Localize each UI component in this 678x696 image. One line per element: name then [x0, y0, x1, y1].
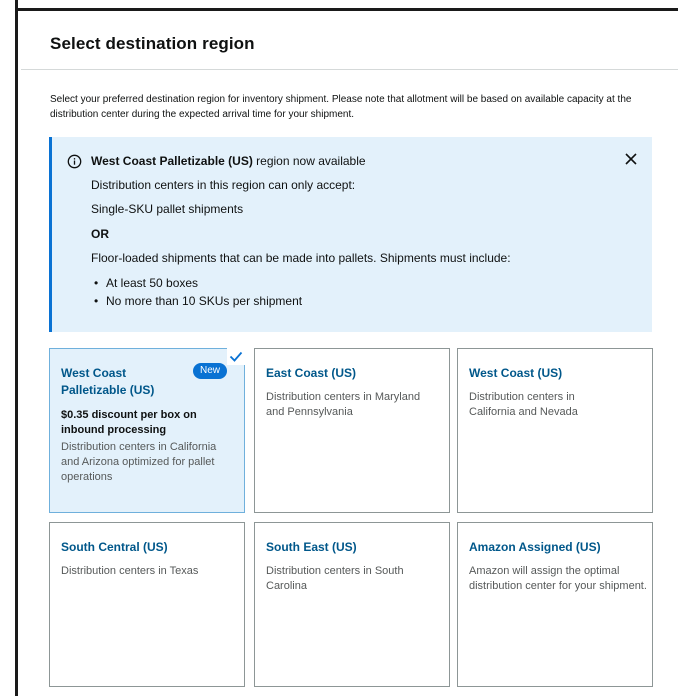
- region-card-title: South Central (US): [61, 540, 168, 554]
- region-card-amazon-assigned[interactable]: [457, 522, 653, 687]
- region-card-west-coast-palletizable[interactable]: [49, 348, 245, 513]
- window-frame-top: [18, 0, 678, 11]
- region-card-title: South East (US): [266, 540, 357, 554]
- info-icon: [67, 154, 82, 169]
- region-card-description: Distribution centers in California and Nevada: [469, 391, 578, 418]
- dialog-header: [21, 14, 678, 70]
- region-card-title: East Coast (US): [266, 366, 357, 380]
- region-card-title: Amazon Assigned (US): [469, 540, 601, 554]
- new-badge: New: [193, 363, 227, 379]
- checkmark-icon: [227, 348, 245, 365]
- region-card-highlight: $0.35 discount per box on inbound processing: [61, 409, 197, 436]
- alert-title-rest: region now available: [252, 154, 366, 168]
- window-frame-left: [0, 0, 18, 696]
- info-alert: [49, 137, 652, 332]
- alert-requirements-list: [91, 274, 302, 310]
- list-item: • At least 50 boxes: [91, 274, 302, 292]
- region-card-south-central[interactable]: [49, 522, 245, 687]
- alert-title-bold: West Coast Palletizable (US): [91, 154, 253, 168]
- region-card-south-east[interactable]: [254, 522, 450, 687]
- alert-title: [91, 153, 366, 169]
- region-card-title: West Coast (US): [469, 366, 563, 380]
- close-icon[interactable]: [624, 152, 638, 166]
- region-card-west-coast[interactable]: [457, 348, 653, 513]
- region-card-description: Distribution centers in California and Arizona optimized for pallet operations: [61, 441, 217, 483]
- region-card-description: Distribution centers in Texas: [61, 565, 199, 577]
- list-item: • No more than 10 SKUs per shipment: [91, 292, 302, 310]
- region-card-description: Distribution centers in South Carolina: [266, 565, 404, 592]
- region-card-east-coast[interactable]: [254, 348, 450, 513]
- alert-line-or: OR: [91, 227, 109, 241]
- region-card-title: West Coast Palletizable (US): [61, 366, 155, 397]
- alert-line-2: Single-SKU pallet shipments: [91, 202, 244, 216]
- region-card-description: Distribution centers in Maryland and Pennsylvania: [266, 391, 421, 418]
- region-card-description: Amazon will assign the optimal distribution center for your shipment.: [469, 565, 647, 592]
- dialog-description: Select your preferred destination region for inventory shipment. Please note that allotment will be based on available capacity at the distribution center during the expected arrival time for your shipment.: [50, 94, 632, 120]
- dialog-title: Select destination region: [50, 34, 255, 53]
- alert-line-4: Floor-loaded shipments that can be made into pallets. Shipments must include:: [91, 251, 511, 265]
- alert-line-1: Distribution centers in this region can only accept:: [91, 178, 356, 192]
- destination-region-dialog: [21, 14, 678, 696]
